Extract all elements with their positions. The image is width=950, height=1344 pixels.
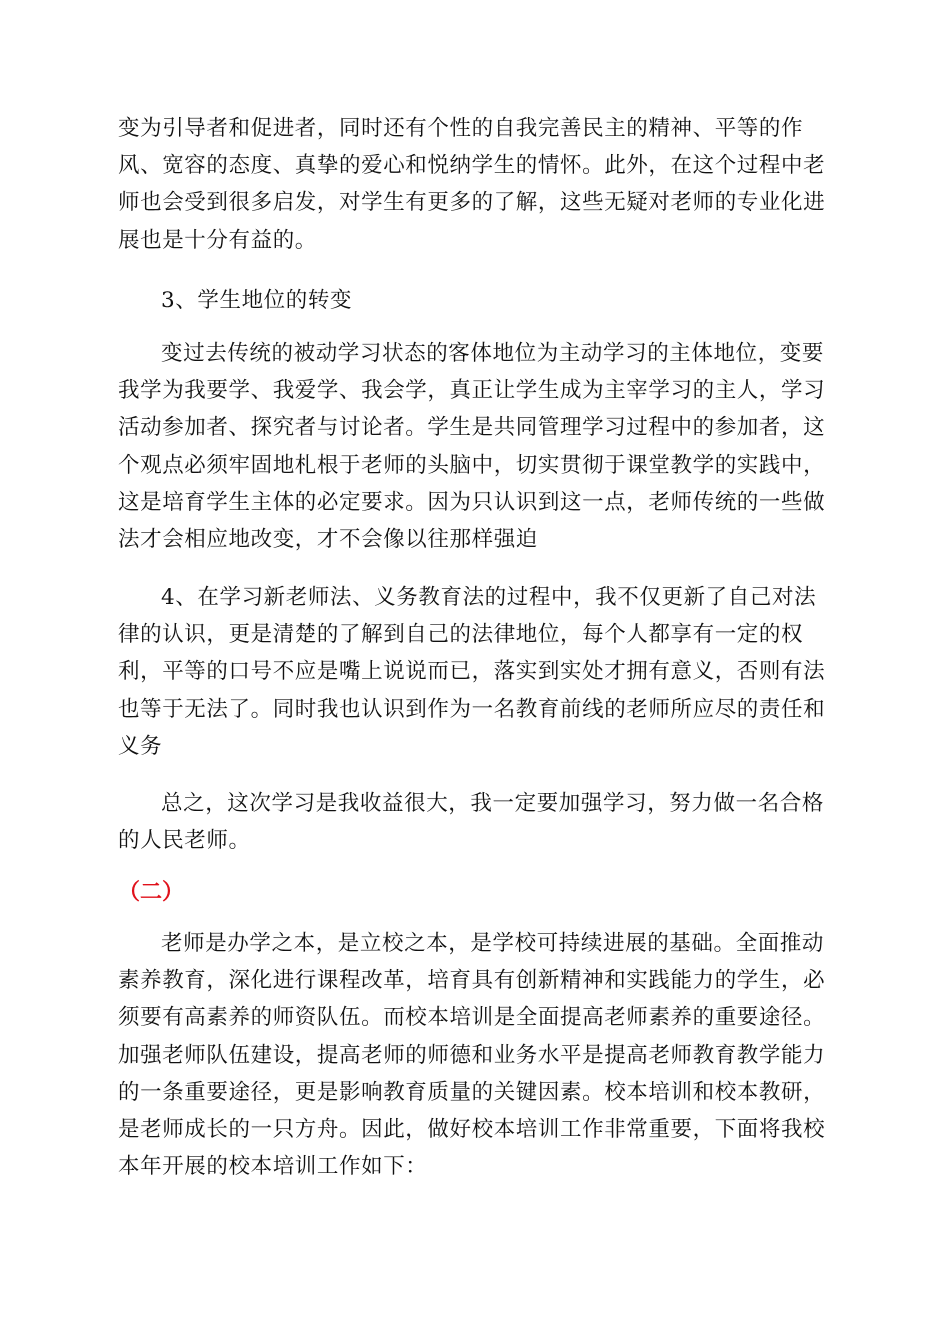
text-line: 个观点必须牢固地札根于老师的头脑中，切实贯彻于课堂教学的实践中，	[118, 452, 826, 478]
text-line: 我学为我要学、我爱学、我会学，真正让学生成为主宰学习的主人，学习	[118, 378, 826, 404]
text-line: 的一条重要途径，更是影响教育质量的关键因素。校本培训和校本教研，	[118, 1079, 826, 1105]
paragraph-summary	[118, 785, 838, 859]
text-line: 总之，这次学习是我收益很大，我一定要加强学习，努力做一名合格	[161, 791, 825, 816]
text-line: 利，平等的口号不应是嘴上说说而已，落实到实处才拥有意义，否则有法	[118, 659, 826, 685]
text-line: 变为引导者和促进者，同时还有个性的自我完善民主的精神、平等的作	[118, 116, 804, 141]
text-line: 风、宽容的态度、真挚的爱心和悦纳学生的情怀。此外，在这个过程中老	[118, 153, 826, 179]
paragraph-student-role	[118, 335, 838, 558]
text-line: 师也会受到很多启发，对学生有更多的了解，这些无疑对老师的专业化进	[118, 190, 826, 216]
heading-text: 3、学生地位的转变	[161, 288, 353, 313]
text-line: 素养教育，深化进行课程改革，培育具有创新精神和实践能力的学生，必	[118, 968, 826, 994]
text-line: 也等于无法了。同时我也认识到作为一名教育前线的老师所应尽的责任和	[118, 696, 826, 722]
text-line: 展也是十分有益的。	[118, 227, 317, 253]
text-line: 法才会相应地改变，才不会像以往那样强迫	[118, 526, 538, 552]
section-marker-two: （二）	[118, 880, 185, 905]
text-line: 律的认识，更是清楚的了解到自己的法律地位，每个人都享有一定的权	[118, 622, 804, 648]
text-line: 须要有高素养的师资队伍。而校本培训是全面提高老师素养的重要途径。	[118, 1005, 826, 1031]
text-line: 加强老师队伍建设，提高老师的师德和业务水平是提高老师教育教学能力	[118, 1042, 826, 1068]
text-line: 变过去传统的被动学习状态的客体地位为主动学习的主体地位，变要	[161, 341, 825, 366]
text-line: 4、在学习新老师法、义务教育法的过程中，我不仅更新了自己对法	[161, 585, 817, 610]
text-line: 本年开展的校本培训工作如下：	[118, 1154, 428, 1180]
paragraph-school-training	[118, 925, 838, 1185]
text-line: 是老师成长的一只方舟。因此，做好校本培训工作非常重要，下面将我校	[118, 1116, 826, 1142]
text-line: 的人民老师。	[118, 828, 251, 854]
text-line: 活动参加者、探究者与讨论者。学生是共同管理学习过程中的参加者，这	[118, 415, 826, 441]
text-line: 义务	[118, 733, 163, 759]
text-line: 这是培育学生主体的必定要求。因为只认识到这一点，老师传统的一些做	[118, 489, 826, 515]
paragraph-continuation	[118, 110, 838, 259]
paragraph-law-study	[118, 579, 838, 765]
text-line: 老师是办学之本，是立校之本，是学校可持续进展的基础。全面推动	[161, 931, 825, 956]
section-heading-3	[118, 282, 838, 319]
